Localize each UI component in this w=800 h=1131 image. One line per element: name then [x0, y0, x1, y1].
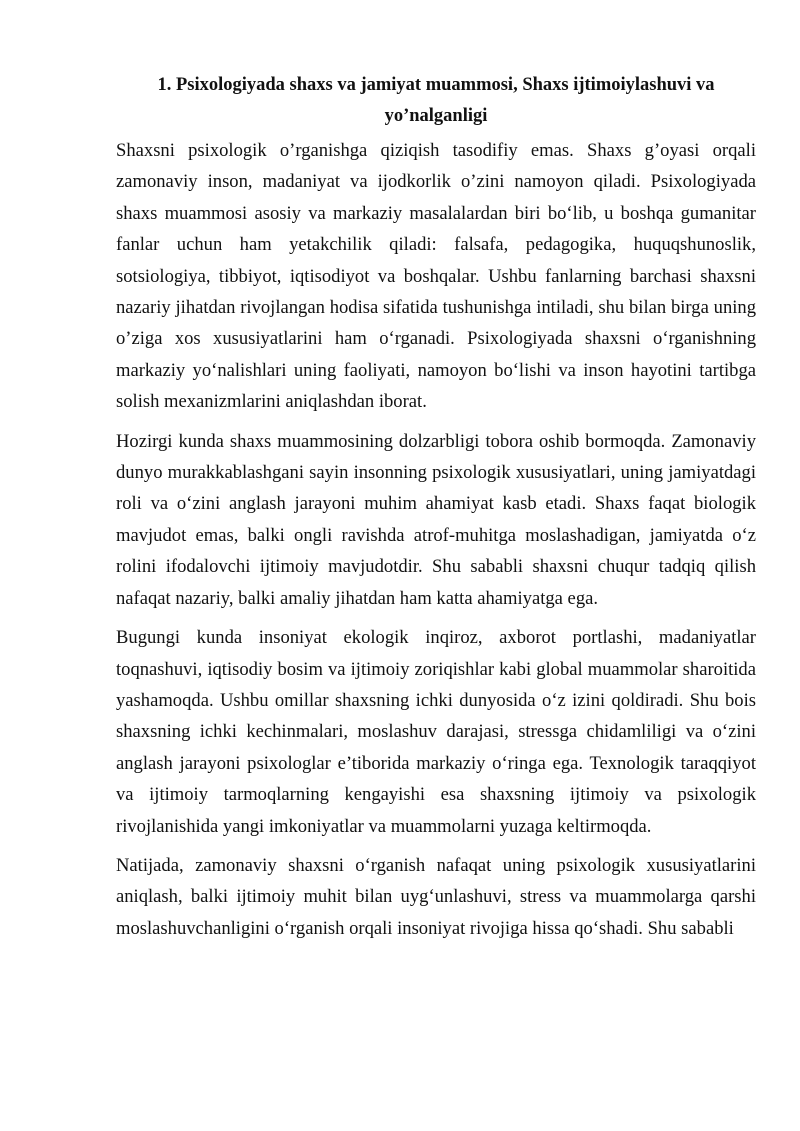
paragraph-4: Natijada, zamonaviy shaxsni o‘rganish nafaqat uning psixologik xususiyatlarini aniqlash, balki ijtimoiy muhit bilan uyg‘unlashuvi, stress va muammolarga qarshi moslashuvchanligini o‘rganish orqali insoniyat rivojiga hissa qo‘shadi. Shu sababli	[116, 854, 756, 939]
page-content	[116, 70, 756, 952]
paragraph-1: Shaxsni psixologik o’rganishga qiziqish tasodifiy emas. Shaxs g’oyasi orqali zamonaviy inson, madaniyat va ijodkorlik o’zini namoyon qiladi. Psixologiyada shaxs muammosi asosiy va markaziy masalalardan biri bo‘lib, u boshqa gumanitar fanlar uchun ham yetakchilik qiladi: falsafa, pedagogika, huquqshunoslik, sotsiologiya, tibbiyot, iqtisodiyot va boshqalar. Ushbu fanlarning barchasi shaxsni nazariy jihatdan rivojlangan hodisa sifatida tushunishga intiladi, shu bilan birga uning o’ziga xos xususiyatlarini ham o‘rganadi. Psixologiyada shaxsni o‘rganishning markaziy yo‘nalishlari uning faoliyati, namoyon bo‘lishi va inson hayotini tartibga solish mexanizmlarini aniqlashdan iborat.	[116, 140, 756, 413]
paragraph-3: Bugungi kunda insoniyat ekologik inqiroz, axborot portlashi, madaniyatlar toqnashuvi, iqtisodiy bosim va ijtimoiy zoriqishlar kabi global muammolar sharoitida yashamoqda. Ushbu omillar shaxsning ichki dunyosida o‘z izini qoldiradi. Shu bois shaxsning ichki kechinmalari, moslashuv darajasi, stressga chidamliligi va o‘zini anglash jarayoni psixologlar e’tiborida markaziy o‘ringa ega. Texnologik taraqqiyot va ijtimoiy tarmoqlarning kengayishi esa shaxsning ijtimoiy va psixologik rivojlanishida yangi imkoniyatlar va muammolarni yuzaga keltirmoqda.	[116, 627, 756, 837]
document-title: 1. Psixologiyada shaxs va jamiyat muammosi, Shaxs ijtimoiylashuvi va yo’nalganligi	[157, 75, 715, 126]
paragraph-2: Hozirgi kunda shaxs muammosining dolzarbligi tobora oshib bormoqda. Zamonaviy dunyo murakkablashgani sayin insonning psixologik xususiyatlari, uning jamiyatdagi roli va o‘zini anglash jarayoni muhim ahamiyat kasb etadi. Shaxs faqat biologik mavjudot emas, balki ongli ravishda atrof-muhitga moslashadigan, jamiyatda o‘z rolini ifodalovchi ijtimoiy mavjudotdir. Shu sababli shaxsni chuqur tadqiq qilish nafaqat nazariy, balki amaliy jihatdan ham katta ahamiyatga ega.	[116, 430, 756, 609]
